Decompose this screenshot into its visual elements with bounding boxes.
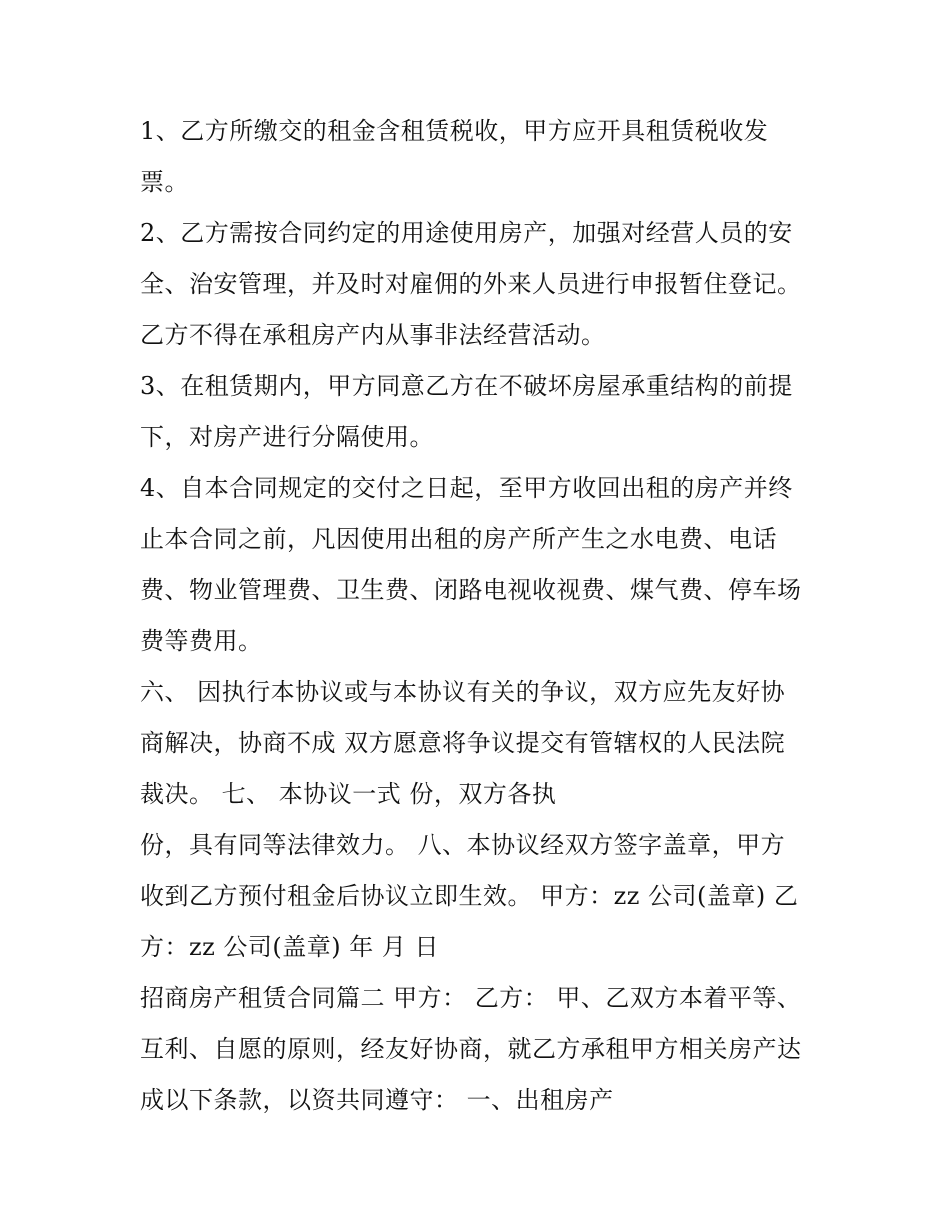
text-line: 商解决，协商不成 双方愿意将争议提交有管辖权的人民法院 [140, 729, 786, 757]
document-body [140, 106, 830, 1126]
text-line: 票。 [140, 168, 189, 196]
text-line: 4、自本合同规定的交付之日起，至甲方收回出租的房产并终 [140, 474, 793, 502]
text-line: 3、在租赁期内，甲方同意乙方在不破坏房屋承重结构的前提 [140, 372, 793, 400]
text-line: 裁决。 七、 本协议一式 份，双方各执 [140, 780, 557, 808]
text-line: 下，对房产进行分隔使用。 [140, 423, 434, 451]
text-line: 互利、自愿的原则，经友好协商，就乙方承租甲方相关房产达 [140, 1035, 802, 1063]
text-line: 2、乙方需按合同约定的用途使用房产，加强对经营人员的安 [140, 219, 793, 247]
text-line: 乙方不得在承租房产内从事非法经营活动。 [140, 321, 606, 349]
text-line: 全、治安管理，并及时对雇佣的外来人员进行申报暂住登记。 [140, 270, 802, 298]
text-line: 六、 因执行本协议或与本协议有关的争议，双方应先友好协 [140, 678, 786, 706]
text-line: 招商房产租赁合同篇二 甲方： 乙方： 甲、乙双方本着平等、 [140, 984, 802, 1012]
text-line: 1、乙方所缴交的租金含租赁税收，甲方应开具租赁税收发 [140, 117, 769, 145]
text-line: 止本合同之前，凡因使用出租的房产所产生之水电费、电话 [140, 525, 777, 553]
text-line: 成以下条款，以资共同遵守： 一、出租房产 [140, 1086, 614, 1114]
text-line: 费等费用。 [140, 627, 263, 655]
text-line: 方：zz 公司(盖章) 年 月 日 [140, 933, 440, 961]
text-line: 份，具有同等法律效力。 八、本协议经双方签字盖章，甲方 [140, 831, 786, 859]
text-line: 收到乙方预付租金后协议立即生效。 甲方：zz 公司(盖章) 乙 [140, 882, 799, 910]
text-line: 费、物业管理费、卫生费、闭路电视收视费、煤气费、停车场 [140, 576, 802, 604]
